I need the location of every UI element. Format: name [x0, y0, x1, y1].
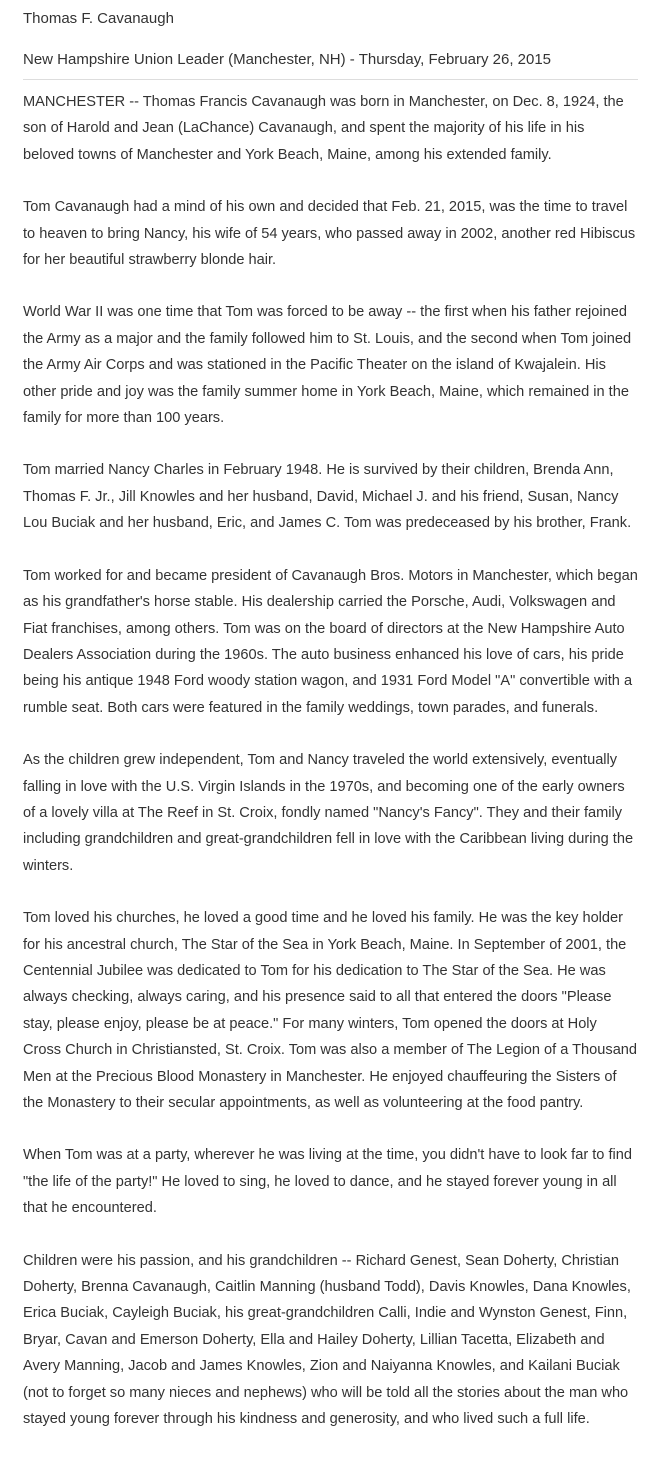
obituary-paragraph: Tom Cavanaugh had a mind of his own and decided that Feb. 21, 2015, was the time to travel to heaven to bring Nancy, his wife of 54 years, who passed away in 2002, another red Hibiscus for her beautiful strawberry blonde hair.: [23, 199, 636, 269]
obituary-paragraph: Children were his passion, and his grandchildren -- Richard Genest, Sean Doherty, Christian Doherty, Brenna Cavanaugh, Caitlin Manning (husband Todd), Davis Knowles, Dana Knowles, Erica Buciak, Cayleigh Buciak, his great-grandchildren Calli, Indie and Wynston Genest, Finn, Bryar, Cavan and Emerson Doherty, Ella and Hailey Doherty, Lillian Tacetta, Elizabeth and Avery Manning, Jacob and James Knowles, Zion and Naiyanna Knowles, and Kailani Buciak (not to forget so many nieces and nephews) who will be told all the stories about the man who stayed young forever through his kindness and generosity, and who lived such a full life.: [23, 1252, 631, 1428]
obituary-paragraph: MANCHESTER -- Thomas Francis Cavanaugh was born in Manchester, on Dec. 8, 1924, the son of Harold and Jean (LaChance) Cavanaugh, and spent the majority of his life in his beloved towns of Manchester and York Beach, Maine, among his extended family.: [23, 94, 624, 163]
obituary-source: New Hampshire Union Leader (Manchester, NH) - Thursday, February 26, 2015: [23, 29, 638, 80]
obituary-paragraph: Tom loved his churches, he loved a good time and he loved his family. He was the key holder for his ancestral church, The Star of the Sea in York Beach, Maine. In September of 2001, the Centennial Jubilee was dedicated to Tom for his dedication to The Star of the Sea. He was always checking, always caring, and his presence said to all that entered the doors "Please stay, please enjoy, please be at peace." For many winters, Tom opened the doors at Holy Cross Church in Christiansted, St. Croix. Tom was also a member of The Legion of a Thousand Men at the Precious Blood Monastery in Manchester. He enjoyed chauffeuring the Sisters of the Monastery to their secular appointments, as well as volunteering at the food pantry.: [23, 910, 638, 1111]
obituary-paragraph: World War II was one time that Tom was forced to be away -- the first when his father rejoined the Army as a major and the family followed him to St. Louis, and the second when Tom joined the Army Air Corps and was stationed in the Pacific Theater on the island of Kwajalein. His other pride and joy was the family summer home in York Beach, Maine, which remained in the family for more than 100 years.: [23, 304, 632, 427]
obituary-paragraph: When Tom was at a party, wherever he was living at the time, you didn't have to look far to find "the life of the party!" He loved to sing, he loved to dance, and he stayed forever young in all that he encountered.: [23, 1147, 633, 1217]
obituary-body: [23, 80, 638, 1432]
obituary-paragraph: Tom married Nancy Charles in February 1948. He is survived by their children, Brenda Ann, Thomas F. Jr., Jill Knowles and her husband, David, Michael J. and his friend, Susan, Nancy Lou Buciak and her husband, Eric, and James C. Tom was predeceased by his brother, Frank.: [23, 462, 632, 532]
obituary-paragraph: Tom worked for and became president of Cavanaugh Bros. Motors in Manchester, which began as his grandfather's horse stable. His dealership carried the Porsche, Audi, Volkswagen and Fiat franchises, among others. Tom was on the board of directors at the New Hampshire Auto Dealers Association during the 1960s. The auto business enhanced his love of cars, his pride being his antique 1948 Ford woody station wagon, and 1931 Ford Model "A" convertible with a rumble seat. Both cars were featured in the family weddings, town parades, and funerals.: [23, 567, 638, 716]
obituary-name: Thomas F. Cavanaugh: [23, 10, 174, 27]
obituary-paragraph: As the children grew independent, Tom and Nancy traveled the world extensively, eventually falling in love with the U.S. Virgin Islands in the 1970s, and becoming one of the early owners of a lovely villa at The Reef in St. Croix, fondly named "Nancy's Fancy". They and their family including grandchildren and great-grandchildren fell in love with the Caribbean living during the winters.: [23, 752, 634, 874]
